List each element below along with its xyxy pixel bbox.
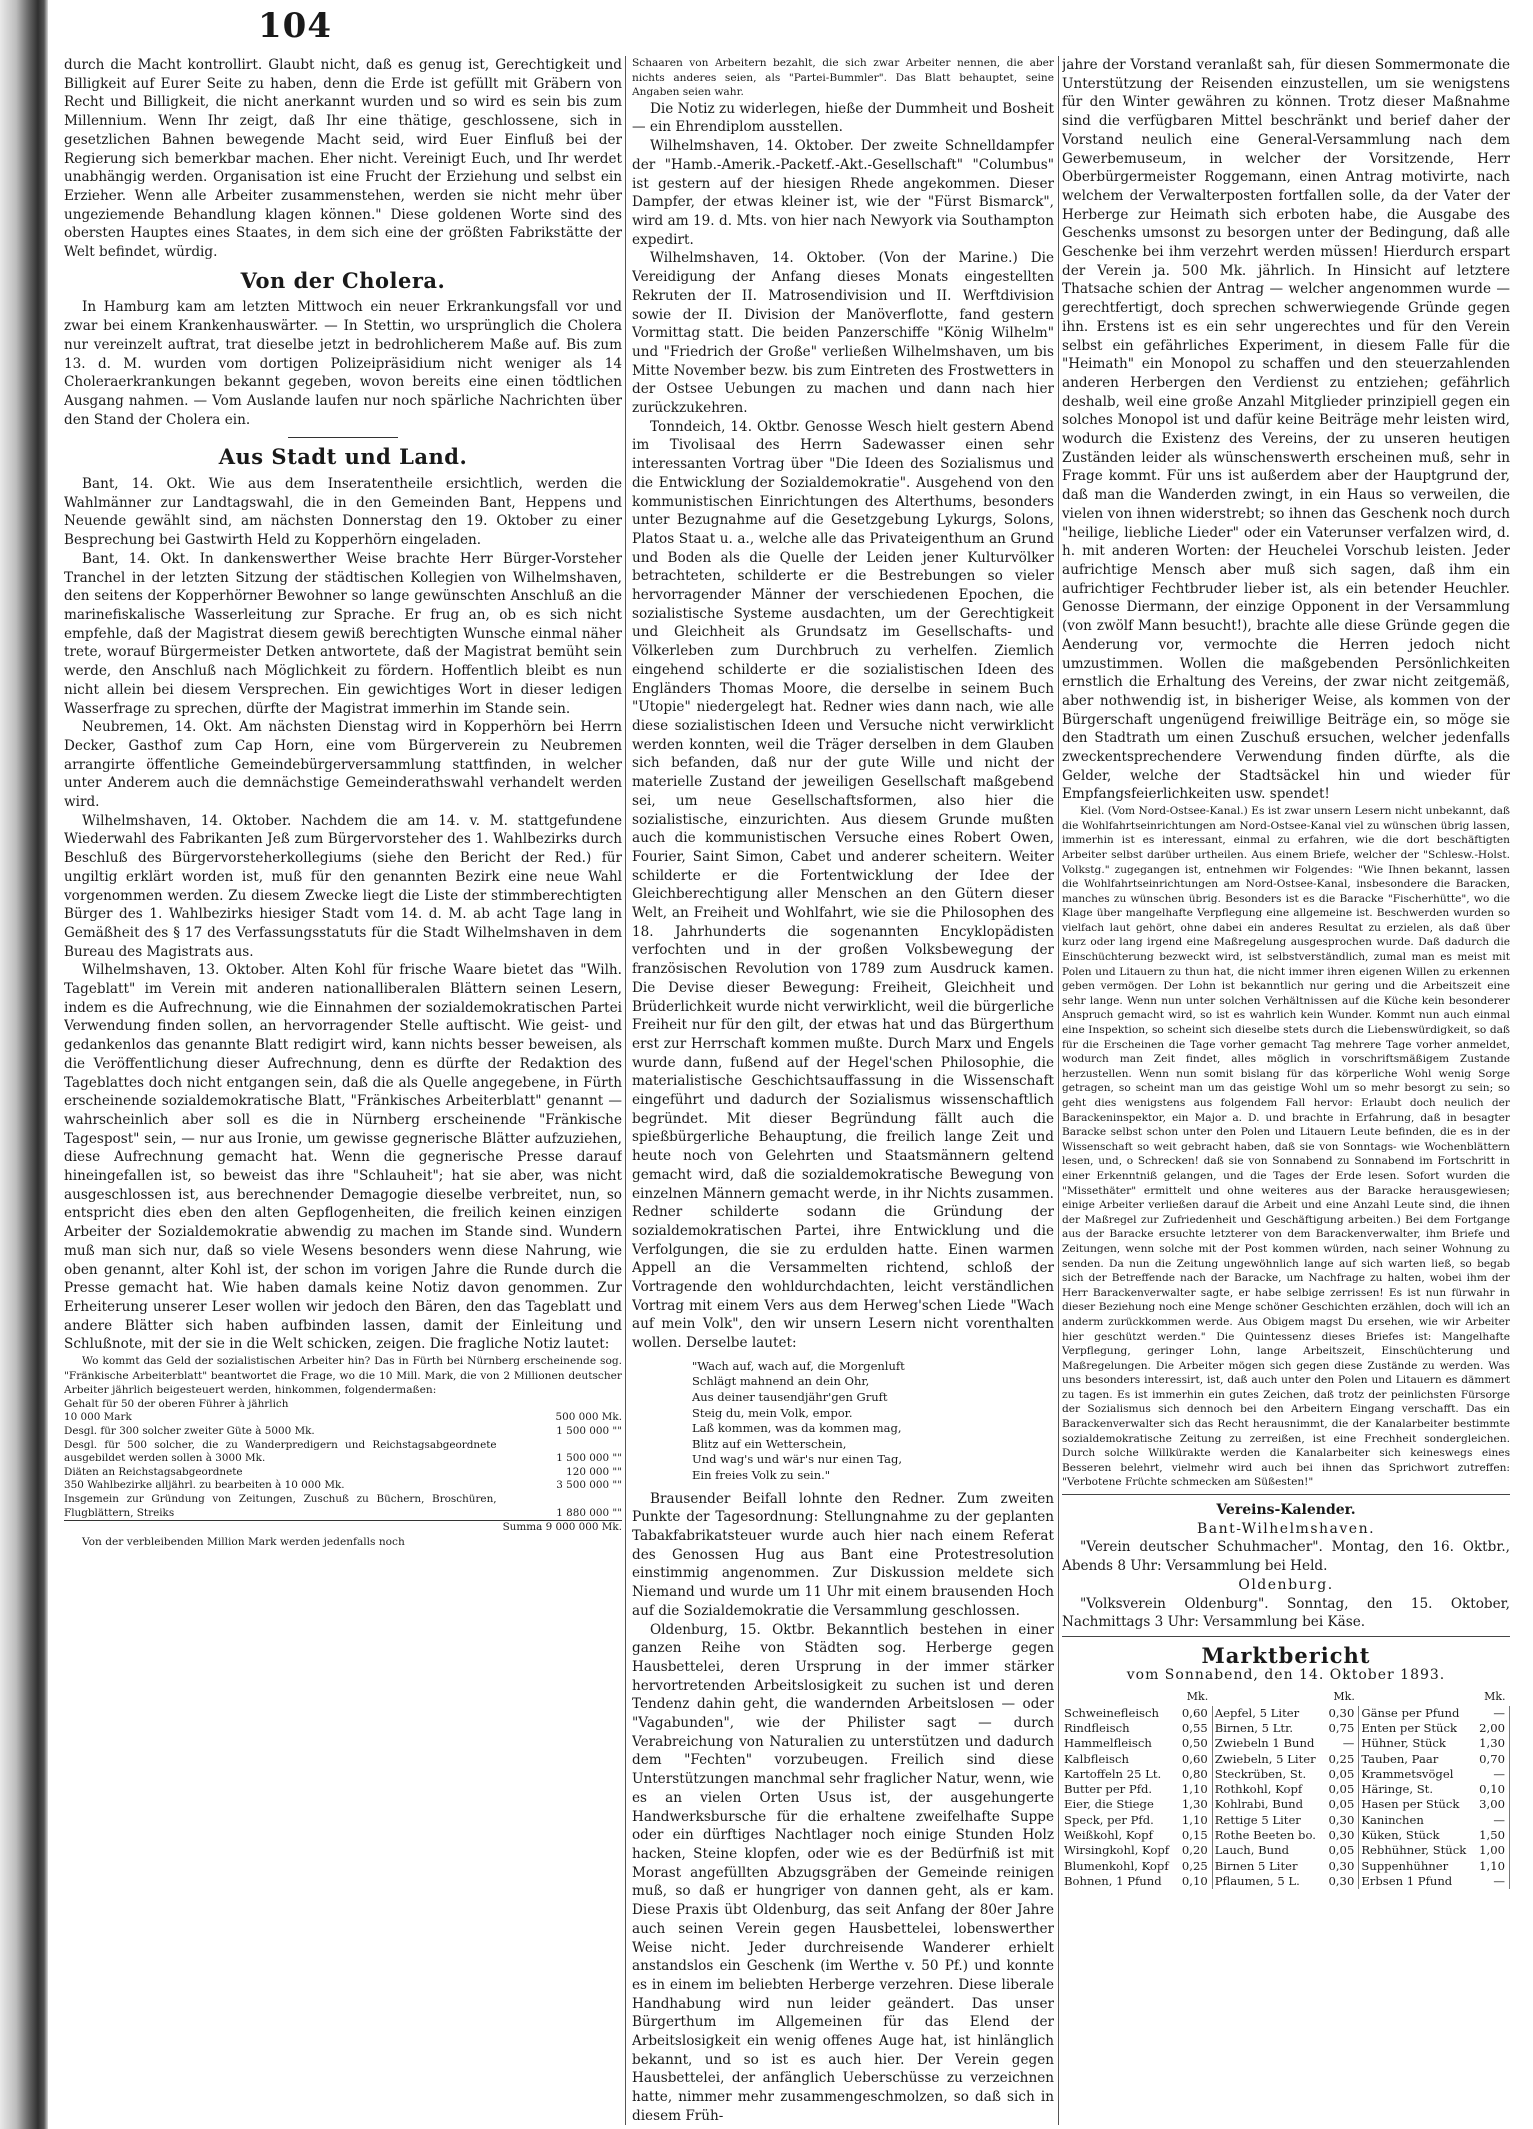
market-item: Enten per Stück [1361,1720,1458,1735]
binding-edge [0,0,48,2129]
article-whv-marine: Wilhelmshaven, 14. Oktober. (Von der Marine.) Die Vereidigung der Anfang dieses Monats eingestellten Rekruten der II. Matrosendivision und II. Werftdivision sowie der II. Division der Manöverflotte, fand gestern Vormittag statt. Die beiden Panzerschiffe "König Wilhelm" und "Friedrich der Große" verließen Wilhelmshaven, um bis Mitte November bezw. bis zum Eintreten des Frostwetters in der Ostsee Uebungen zu machen und dann nach hier zurückzukehren. [632,250,1054,417]
cholera-text: In Hamburg kam am letzten Mittwoch ein neuer Erkrankungsfall vor und zwar bei einem Krankenhauswärter. — In Stettin, wo ursprünglich die Cholera nur vereinzelt auftrat, trat dieselbe jetzt in bedrohlicherem Maße auf. Bis zum 13. d. M. wurden vom dortigen Polizeipräsidium nicht weniger als 14 Choleraerkrankungen bekannt gegeben, wovon bereits eine einen tödtlichen Ausgang nahmen. — Vom Auslande laufen nur noch spärliche Nachrichten über den Stand der Cholera ein. [64,299,622,428]
notiz-response: Die Notiz zu widerlegen, hieße der Dummheit und Bosheit — ein Ehrendiplom ausstellen. [632,100,1054,136]
market-item: Eier, die Stiege [1064,1797,1154,1812]
unit-label: Mk. [1484,1690,1506,1704]
market-row [1062,1797,1510,1812]
poem-line: Laß kommen, was da kommen mag, [692,1421,902,1436]
market-item: Hasen per Stück [1361,1797,1460,1812]
column-1 [64,56,622,2129]
market-price: 0,60 [1178,1752,1212,1767]
market-row [1062,1736,1510,1751]
poem-line: Steig du, mein Volk, empor. [692,1405,853,1420]
expense-amount: 1 500 000 "" [556,1425,622,1438]
market-row [1062,1843,1510,1858]
poem-line: "Wach auf, wach auf, die Morgenluft [692,1358,905,1373]
market-item: Wirsingkohl, Kopf [1064,1843,1170,1858]
market-item: Küken, Stück [1361,1828,1440,1843]
unit-label: Mk. [1333,1690,1355,1704]
market-price: 0,25 [1178,1859,1212,1874]
market-row [1062,1828,1510,1843]
kalender-entry-1: "Verein deutscher Schuhmacher". Montag, den 16. Oktbr., Abends 8 Uhr: Versammlung bei Held. [1062,1539,1510,1575]
heading-cholera: Von der Cholera. [240,267,446,293]
poem-line: Schlägt mahnend an dein Ohr, [692,1374,870,1389]
divider [1062,1636,1510,1637]
page-number: 104 [258,6,332,46]
market-price: 0,20 [1178,1843,1212,1858]
expense-amount: 3 500 000 "" [556,1479,622,1492]
kalender-title: Vereins-Kalender. [1216,1502,1356,1519]
market-price: 1,00 [1475,1843,1509,1858]
poem-line: Und wag's und wär's nur einen Tag, [692,1452,903,1467]
market-price: 0,30 [1325,1813,1359,1828]
market-row [1062,1721,1510,1736]
market-price: 0,50 [1178,1736,1212,1751]
market-price: 1,10 [1475,1859,1509,1874]
market-item: Kalbfleisch [1064,1751,1129,1766]
market-item: Blumenkohl, Kopf [1064,1858,1169,1873]
market-item: Kaninchen [1361,1812,1424,1827]
expense-amount: 120 000 "" [566,1465,622,1478]
divider [1062,1494,1510,1495]
divider [288,437,398,438]
market-item: Butter per Pfd. [1064,1782,1153,1797]
expense-label: Gehalt für 50 der oberen Führer à jährlich [64,1397,289,1410]
article-oldenburg-cont: jahre der Vorstand veranlaßt sah, für diesen Sommermonate die Unterstützung der Reisenden einzustellen, um sie wenigstens für den Winter gewähren zu können. Trotz dieser Maßnahme sind die verfügbaren Mittel beschränkt und berief daher der Vorstand neulich eine General-Versammlung nach dem Gewerbemuseum, in welcher der Vorsitzende, Herr Oberbürgermeister Roggemann, einen Antrag motivirte, nach welchem der Verwalterposten fortfallen solle, da der Vater der Herberge zur Heimath sich erboten habe, die Ausgabe des Geschenks umsonst zu besorgen unter der Bedingung, daß alle Geschenke bei ihm verzehrt werden müssen! Hierdurch erspart der Verein ja. 500 Mk. jährlich. In Hinsicht auf letztere Thatsache schien der Antrag — welcher angenommen wurde — gerechtfertigt, doch sprechen schwerwiegende Gründe gegen ihn. Erstens ist es ein sehr ungerechtes und für den Verein selbst ein gefährliches Experiment, in diesem Falle für die "Heimath" ein Monopol zu schaffen und den steuerzahlenden anderen Herbergen den Verdienst zu entziehen; gefährlich deshalb, weil eine große Anzahl Mitglieder prinzipiell gegen ein solches Monopol ist und dafür keine Beiträge mehr leisten wird, wodurch die Existenz des Vereins, der zu unseren heutigen Zuständen leider als wünschenswerth erscheinen muß, sehr in Frage kommt. Für uns ist außerdem aber der Hauptgrund der, daß man die Wanderden zwingt, in ein Haus so verweilen, die vielen von ihnen widerstrebt; so ihnen das Geschenk noch durch "heilige, liebliche Lieder" oder ein Vaterunser verfalzen wird, d. h. mit anderen Worten: der Heuchelei Vorschub leisten. Jeder aufrichtige Mensch aber muß sich sagen, daß ihm ein aufrichtiger Fechtbruder lieber ist, als ein betender Heuchler. Genosse Diermann, der einzige Opponent in der Versammlung (von zwölf Mann besucht!), brachte alle diese Gründe gegen die Aenderung vor, vermochte die Herren jedoch nicht umzustimmen. Wollen die maßgebenden Persönlichkeiten ernstlich die Erhaltung des Vereins, der zwar nicht zeitgemäß, aber nothwendig ist, in bisheriger Weise, als kommen von der Bürgerschaft ungenügend freiwillige Beiträge ein, so möge sie den Stadtrath um einen Zuschuß ersuchen, welcher jedenfalls zweckentsprechendere Verwendung finden dürfte, als die Gelder, welche der Stadtsäckel hin und wieder für Empfangsfeierlichkeiten usw. spendet! [1062,57,1510,803]
market-price: — [1475,1706,1509,1721]
market-item: Erbsen 1 Pfund [1361,1873,1453,1888]
notiz-continuation: Schaaren von Arbeitern bezahlt, die sich zwar Arbeiter nennen, die aber nichts anderes seien, als "Partei-Bummler". Das Blatt behauptet, seine Angaben seien wahr. [632,57,1054,99]
article-oldenburg: Oldenburg, 15. Oktbr. Bekanntlich bestehen in einer ganzen Reihe von Städten sog. Herberge gegen Hausbettelei, deren Ursprung in der immer stärker hervortretenden Arbeitslosigkeit zu suchen ist und deren Tendenz dahin geht, die wandernden Arbeitslosen — oder "Vagabunden", wie der Philister sagt — durch Verabreichung von Naturalien zu unterstützen und dadurch dem "Fechten" vorzubeugen. Freilich sind diese Unterstützungen manchmal sehr fraglicher Natur, wenn, wie es an vielen Orten Usus ist, der ausgehungerte Handwerksbursche für die erhaltene zweifelhafte Suppe oder ein dürftiges Nachtlager noch einige Stunden Holz hacken, Steine klopfen, oder wie es der Bedürfniß ist mit Morast angefüllten Abzugsgräben der Gemeinde reinigen muß, so daß er hungriger von dannen geht, als er kam. Diese Praxis übt Oldenburg, das seit Anfang der 80er Jahre auch seinen Verein gegen Hausbettelei, lobenswerther Weise nicht. Jeder durchreisende Wanderer erhielt anstandslos ein Geschenk (im Werthe v. 50 Pf.) und konnte es in einem im beliebten Herberge verzehren. Diese liberale Handhabung wird nun leider geändert. Das unser Bürgerthum im Allgemeinen für das Elend der Arbeitslosigkeit ein wenig offenes Auge hat, ist hinlänglich bekannt, und so ist es auch hier. Der Verein gegen Hausbettelei, der anfänglich Ueberschüsse zu verzeichnen hatte, nimmer mehr zusammengeschmolzen, so daß sich in diesem Früh- [632,1621,1054,2124]
market-row [1062,1782,1510,1797]
market-price: — [1475,1813,1509,1828]
poem-line: Ein freies Volk zu sein." [692,1468,831,1483]
article-neubremen: Neubremen, 14. Okt. Am nächsten Dienstag wird in Kopperhörn bei Herrn Decker, Gasthof zum Cap Horn, eine vom Bürgerverein zu Neubremen arrangirte öffentliche Gemeindebürgerversammlung stattfinden, in welcher unter Anderem auch die demnächstige Gemeinderathswahl verhandelt werden wird. [64,719,622,811]
expense-row [64,1466,622,1480]
newspaper-page [58,0,1518,2129]
article-whv-columbus: Wilhelmshaven, 14. Oktober. Der zweite Schnelldampfer der "Hamb.-Amerik.-Packetf.-Akt.-Gesellschaft" "Columbus" ist gestern auf der hiesigen Rhede angekommen. Dieser Dampfer, der etwas kleiner ist, wie der "Fürst Bismarck", wird am 19. d. Mts. von hier nach Newyork via Southampton expedirt. [632,138,1054,248]
market-price: 1,30 [1178,1797,1212,1812]
market-item: Zwiebeln 1 Bund [1214,1736,1315,1751]
closing-line: Von der verbleibenden Million Mark werden jedenfalls noch [82,1535,405,1548]
expense-row [64,1398,622,1412]
market-price: 0,30 [1325,1828,1359,1843]
market-item: Bohnen, 1 Pfund [1064,1873,1162,1888]
market-price: 2,00 [1475,1721,1509,1736]
kalender-entry-2: "Volksverein Oldenburg". Sonntag, den 15. Oktober, Nachmittags 3 Uhr: Versammlung bei Käse. [1062,1595,1510,1631]
expense-label: Desgl. für 500 solcher, die zu Wanderpredigern und Reichstagsabgeordnete ausgebildet werden sollen à 3000 Mk. [64,1438,497,1465]
market-row [1062,1752,1510,1767]
market-price: 0,30 [1325,1874,1359,1889]
market-price: — [1475,1767,1509,1782]
market-item: Rettige 5 Liter [1214,1812,1301,1827]
market-item: Tauben, Paar [1361,1751,1439,1766]
expense-amount: 1 500 000 "" [556,1452,622,1465]
market-item: Rothe Beeten bo. [1214,1828,1316,1843]
article-tonndeich: Tonndeich, 14. Oktbr. Genosse Wesch hielt gestern Abend im Tivolisaal des Herrn Sadewasser einen sehr interessanten Vortrag über "Die Ideen des Sozialismus und die Entwicklung der Sozialdemokratie". Ausgehend von den kommunistischen Einrichtungen des Alterthums, besonders unter Bezugnahme auf die Gesetzgebung Lykurgs, Solons, Platos Staat u. a., welche alle das Privateigenthum an Grund und Boden als die Quelle der Leiden jener Kulturvölker betrachteten, schilderte er die Bestrebungen so vieler hervorragender Männer der verschiedenen Epochen, die sozialistische Systeme ausdachten, um der Gerechtigkeit und Gleichheit als Grundsatz im Gesellschafts- und Völkerleben zum Durchbruch zu verhelfen. Ziemlich eingehend schilderte er die sozialistischen Ideen des Engländers Thomas Moore, die derselbe in seinem Buch "Utopie" niedergelegt hat. Redner wies dann nach, wie alle diese sozialistischen Ideen und Versuche nicht verwirklicht werden konnten, weil die Träger derselben in dem Glauben sich befanden, daß nur der gute Wille und nicht der materielle Zustand der jeweiligen Gesellschaft maßgebend sei, um neue Gesellschaftsformen, also hier die sozialistische, einzurichten. Aus diesem Grunde mußten auch die kommunistischen Versuche eines Robert Owen, Fourier, Saint Simon, Cabet und anderer scheitern. Weiter schilderte er die Fortentwicklung der Idee der Gleichberechtigung aller Menschen an den Gütern dieser Welt, an Freiheit und Wohlfahrt, wie sie die Philosophen des 18. Jahrhunderts die sogenannten Encyklopädisten verfochten und in der großen Volksbewegung der französischen Revolution von 1789 zum Ausdruck kamen. Die Devise dieser Bewegung: Freiheit, Gleichheit und Brüderlichkeit wurde nicht verwirklicht, weil die bürgerliche Freiheit nur für den gilt, der etwas hat und das Bürgerthum erst zur Herrschaft kommen mußte. Durch Marx und Engels wurde dann, fußend auf der Hegel'schen Philosophie, die materialistische Geschichtsauffassung in die Wissenschaft eingeführt und dadurch der Sozialismus wissenschaftlich begründet. Mit dieser Begründung fällt auch die spießbürgerliche Behauptung, die freilich lange Zeit und heute noch von Gelehrten und Staatsmännern geltend gemacht wird, daß die sozialdemokratische Bewegung von einzelnen Männern gemacht werde, in ihr Nichts zusammen. Redner schilderte sodann die Gründung der sozialdemokratischen Partei, ihre Entwicklung und die Verfolgungen, die sie zu erdulden hatte. Einen warmen Appell an die Versammelten richtend, schloß der Vortragende den wohldurchdachten, leicht verständlichen Vortrag mit einem Vers aus dem Herweg'schen Liede "Wach auf mein Volk", den wir unsern Lesern nicht vorenthalten wollen. Derselbe lautet: [632,418,1054,1352]
expense-row [64,1439,622,1466]
kalender-bant: Bant-Wilhelmshaven. [1196,1520,1376,1537]
market-price: — [1475,1874,1509,1889]
market-item: Speck, per Pfd. [1064,1812,1154,1827]
market-table [1062,1688,1510,1889]
article-after-poem: Brausender Beifall lohnte den Redner. Zum zweiten Punkte der Tagesordnung: Stellungnahme zu der geplanten Tabakfabrikatsteuer wurde auch hier nach einem Referat des Genossen Hug aus Bant eine Protestresolution einstimmig angenommen. Zur Diskussion meldete sich Niemand und wurde um 11 Uhr mit einem brausenden Hoch auf die Sozialdemokratie die Versammlung geschlossen. [632,1490,1054,1619]
market-price: 0,15 [1178,1828,1212,1843]
expense-row [64,1425,622,1439]
market-price: 0,10 [1475,1782,1509,1797]
expense-label: 350 Wahlbezirke alljährl. zu bearbeiten à 10 000 Mk. [64,1479,345,1492]
market-price: 0,05 [1325,1843,1359,1858]
article-bant-1: Bant, 14. Okt. Wie aus dem Inseratentheile ersichtlich, werden die Wahlmänner zur Landtagswahl, die in den Gemeinden Bant, Heppens und Neuende gewählt sind, am nächsten Donnerstag den 19. Oktober zu einer Besprechung bei Gastwirth Held zu Kopperhörn eingeladen. [64,476,622,549]
market-price: 0,55 [1178,1721,1212,1736]
market-row [1062,1813,1510,1828]
market-item: Rindfleisch [1064,1720,1130,1735]
market-row [1062,1767,1510,1782]
markt-title: Marktbericht [1201,1642,1371,1668]
expense-row [64,1479,622,1493]
expense-amount: 1 880 000 "" [556,1506,622,1519]
market-price: 0,10 [1178,1874,1212,1889]
article-kiel: Kiel. (Vom Nord-Ostsee-Kanal.) Es ist zwar unsern Lesern nicht unbekannt, daß die Wohlfahrtseinrichtungen am Nord-Ostsee-Kanal viel zu wünschen übrig lassen, immerhin ist es interessant, einmal zu erfahren, wie die dort beschäftigten Arbeiter selbst darüber urtheilen. Aus einem Briefe, welcher der "Schlesw.-Holst. Volkstg." zugegangen ist, entnehmen wir Folgendes: "Wie Ihnen bekannt, lassen die Wohlfahrtseinrichtungen am Nord-Ostsee-Kanal, insbesondere die Baracken, manches zu wünschen übrig. Besonders ist es die Baracke "Fischerhütte", wo die Klage über mangelhafte Verpflegung eine allgemeine ist. Beschwerden wurden so vielfach laut gehört, ohne dabei ein anderes Resultat zu erzielen, als daß über kurz oder lang irgend eine Maßregelung ausgesprochen wurde. Daß dadurch die Einschüchterung bezweckt wird, ist selbstverständlich, zumal man es meist mit Polen und Litauern zu thun hat, die nicht immer ihren eigenen Willen zu erkennen geben vermögen. Der Lohn ist bekanntlich nur gering und die Arbeitszeit eine sehr lange. Wenn nun unter solchen Verhältnissen auf die Küche kein besonderer Anspruch gemacht wird, so ist es wahrlich kein Wunder. Kommt nun auch einmal eine Inspektion, so scheint sich dieselbe stets durch die Liebenswürdigkeit, so daß für die Erscheinen die Tage vorher gemacht Tag mehrere Tage vorher anmeldet, wodurch man Zeit findet, alles möglich in vorschriftsmäßigem Zustande herzustellen. Wenn nun somit bislang für das körperliche Wohl wenig Sorge getragen, so scheint man um das geistige Wohl um so mehr besorgt zu sein; so geht dies wenigstens aus folgendem Fall hervor: Erlaubt doch neulich der Barackeninspektor, ein Major a. D. und brachte in Erfahrung, daß in besagter Baracke selbst schon unter den Polen und Litauern Leute befinden, die es in der Wissenschaft so weit gebracht haben, daß sie von Sonntags- wie Wochenblättern lesen, und, o Schrecken! daß sie von Sonnabend zu Sonnabend im Fortschritt in einer Erkenntniß gelangen, und die Tages der Erde lesen. Sofort wurden die "Missethäter" ermittelt und ohne weiteres aus der Baracke herausgewiesen; einige Arbeiter verließen darauf die Arbeit und eine Anzahl Leute sind, die ihnen der Maßregel zur Zufriedenheit und Geschäftigung arbeiten.) Bei dem Fortgange aus der Baracke ersuchte letzterer von dem Barackenverwalter, ihm Briefe und Zeitungen, wenn solche mit der Post kommen würden, nach seiner Wohnung zu senden. Da nun die Zeitung ungewöhnlich lange auf sich warten ließ, so begab sich der Betreffende nach der Baracke, um Nachfrage zu halten, wobei ihm der Herr Barackenverwalter sagte, er habe selbige zerrissen! Es ist nun fürwahr in dieser Beziehung noch eine Menge schöner Geschichten erzählen, doch will ich an anderm zurückkommen werde. Aus Obigem magst Du ersehen, wie wir Arbeiter hier geschützt werden." Die Quintessenz dieses Briefes ist: Mangelhafte Verpflegung, geringer Lohn, lange Arbeitszeit, Einschüchterung und Maßregelungen. Die Arbeiter mögen sich gegen diese Zustände zu werden. Was uns besonders interessirt, ist, daß auch unter den Polen und Litauern es dämmert zu tagen. Es ist immerhin ein gutes Zeichen, daß trotz der peinlichsten Fürsorge der Sozialismus sich dennoch bei den Arbeitern Eingang verschafft. Das ein Barackenverwalter sich das Recht herausnimmt, die der Kanalarbeiter bestimmte sozialdemokratische Zeitung zu zerreißen, ist eine Frechheit sondergleichen. Durch solche Willkürakte werden die Kanalarbeiter sich keineswegs eines Besseren belehrt, vielmehr wird auch bei ihnen das Sprichwort zutreffen: "Verbotene Früchte schmecken am Süßesten!" [1062,805,1510,1489]
expense-label: Desgl. für 300 solcher zweiter Güte à 5000 Mk. [64,1425,315,1438]
market-price: 0,70 [1475,1752,1509,1767]
market-price: 0,05 [1325,1797,1359,1812]
market-price: 3,00 [1475,1797,1509,1812]
kalender-oldenburg: Oldenburg. [1238,1576,1334,1593]
market-price: 1,10 [1178,1813,1212,1828]
expense-sum: Summa 9 000 000 Mk. [497,1521,622,1535]
column-3 [1062,56,1510,2129]
expense-row [64,1411,622,1425]
market-item: Kohlrabi, Bund [1214,1797,1304,1812]
market-price: 0,05 [1325,1767,1359,1782]
market-price: 0,30 [1325,1706,1359,1721]
poem-line: Aus deiner tausendjähr'gen Gruft [692,1390,888,1405]
market-item: Steckrüben, St. [1214,1766,1307,1781]
market-item: Suppenhühner [1361,1858,1449,1873]
intro-paragraph: durch die Macht kontrollirt. Glaubt nicht, daß es genug ist, Gerechtigkeit und Billigkeit auf Eurer Seite zu haben, denn die Erde ist gefüllt mit Gräbern von Recht und Billigkeit, die nicht anerkannt wurden und so wird es sein bis zum Millennium. Wenn Ihr zeigt, daß Ihr eine thätige, geschlossene, sich in gesetzlichen Bahnen bewegende Macht seid, wird Euer Einfluß bei der Regierung sich bemerkbar machen. Eher nicht. Vereinigt Euch, und Ihr werdet unabhängig werden. Organisation ist eine Frucht der Erziehung und selbst ein Erzieher. Wenn alle Arbeiter zusammenstehen, werden sie nicht mehr über ungeziemende Behandlung klagen können." Diese goldenen Worte sind des obersten Hauptes eines Staates, in dem sich eine der größten Fabrikstätte der Welt befindet, würdig. [64,57,622,261]
unit-label: Mk. [1186,1690,1209,1704]
expense-table [64,1398,622,1535]
market-item: Hammelfleisch [1064,1736,1152,1751]
expense-amount [497,1398,622,1412]
column-2 [632,56,1054,2129]
market-price: 0,75 [1325,1721,1359,1736]
market-item: Krammetsvögel [1361,1766,1454,1781]
market-price: 1,30 [1475,1736,1509,1751]
notiz-quote: Wo kommt das Geld der sozialistischen Arbeiter hin? Das in Fürth bei Nürnberg erscheinende sog. "Fränkische Arbeiterblatt" beantwortet die Frage, wo die 10 Mill. Mark, die von 2 Millionen deutscher Arbeiter jährlich beigesteuert werden, hinkommen, folgendermaßen: [64,1355,622,1397]
market-price: 0,05 [1325,1782,1359,1797]
market-price: — [1325,1736,1359,1751]
expense-label: Diäten an Reichstagsabgeordnete [64,1465,243,1478]
market-item: Zwiebeln, 5 Liter [1214,1751,1316,1766]
market-item: Gänse per Pfund [1361,1705,1460,1720]
article-bant-2: Bant, 14. Okt. In dankenswerther Weise brachte Herr Bürger-Vorsteher Tranchel in der letzten Sitzung der städtischen Kollegien von Wilhelmshaven, den seitens der Kopperhörner Bewohner so lange gewünschten Anschluß an die marinefiskalische Wasserleitung zur Sprache. Er frug an, ob es sich nicht empfehle, daß der Magistrat diesem gewiß berechtigten Wunsche einmal näher trete, worauf Bürgermeister Detken antwortete, daß der Magistrat bemüht sein werde, den Anschluß nach Möglichkeit zu fördern. Hoffentlich bleibt es nun nicht allein bei diesem Versprechen. Ein gewichtiges Wort in dieser ledigen Wasserfrage zu sprechen, dürfte der Magistrat immerhin im Stande sein. [64,550,622,717]
market-price: 1,50 [1475,1828,1509,1843]
market-price: 0,25 [1325,1752,1359,1767]
market-price: 1,10 [1178,1782,1212,1797]
market-item: Lauch, Bund [1214,1843,1290,1858]
market-price: 0,60 [1178,1706,1212,1721]
market-row [1062,1859,1510,1874]
article-wilhelmshaven-1: Wilhelmshaven, 14. Oktober. Nachdem die am 14. v. M. stattgefundene Wiederwahl des Fabrikanten Jeß zum Bürgervorsteher des 1. Wahlbezirks durch Beschluß des Bürgervorsteherkollegiums (siehe den Bericht der Red.) für ungiltig erklärt worden ist, muß für den genannten Bezirk eine neue Wahl vorgenommen werden. Zu diesem Zwecke liegt die Liste der stimmberechtigten Bürger des 1. Wahlbezirks hiesiger Stadt vom 14. d. M. ab acht Tage lang in Gemäßheit des § 17 des Verfassungsstatuts für die Stadt Wilhelmshaven in dem Bureau des Magistrats aus. [64,812,622,960]
market-item: Rebhühner, Stück [1361,1843,1467,1858]
market-item: Weißkohl, Kopf [1064,1828,1153,1843]
market-item: Aepfel, 5 Liter [1214,1705,1300,1720]
expense-amount: 500 000 Mk. [555,1411,622,1424]
poem-line: Blitz auf ein Wetterschein, [692,1436,847,1451]
expense-label: Insgemein zur Gründung von Zeitungen, Zuschuß zu Büchern, Broschüren, Flugblättern, Streiks [64,1493,497,1519]
market-item: Häringe, St. [1361,1782,1434,1797]
poem [692,1359,1054,1484]
market-item: Hühner, Stück [1361,1736,1446,1751]
market-item: Birnen, 5 Ltr. [1214,1720,1294,1735]
market-item: Pflaumen, 5 L. [1214,1873,1300,1888]
market-row [1062,1706,1510,1721]
markt-subtitle: vom Sonnabend, den 14. Oktober 1893. [1126,1666,1446,1683]
market-row [1062,1874,1510,1889]
market-price: 0,80 [1178,1767,1212,1782]
market-item: Schweinefleisch [1064,1705,1159,1720]
article-wilhelmshaven-2: Wilhelmshaven, 13. Oktober. Alten Kohl für frische Waare bietet das "Wilh. Tageblatt" im Verein mit anderen nationalliberalen Blättern seinen Lesern, indem es die Aufrechnung, wie die Einnahmen der sozialdemokratischen Partei Verwendung finden sollen, an hervorragender Stelle auftischt. Wie geist- und gedankenlos das genannte Blatt redigirt wird, kann nichts besser beweisen, als die Veröffentlichung dieser Aufrechnung, denn es dürfte der Redaktion des Tageblattes doch nicht entgangen sein, daß die als Quelle angegebene, in Fürth erscheinende sozialdemokratische Blatt, "Fränkisches Arbeiterblatt" genannt — wahrscheinlich aber soll es die in Nürnberg erscheinende "Fränkische Tagespost" sein, — nur aus Ironie, um gewisse gegnerische Blätter aufzuziehen, diese Aufrechnung gemacht hat. Wenn die gegnerische Presse darauf hineingefallen ist, so beweist das ihre "Schlauheit"; hat sie aber, was nicht ausgeschlossen ist, aus berechnender Demagogie dieselbe verbreitet, nun, so entspricht dies eben den alten Gepflogenheiten, die freilich keinen einzigen Arbeiter der Sozialdemokratie abwendig zu machen im Stande sind. Wundern muß man sich nur, daß so viele Wesens besonders wenn diese Nahrung, wie oben genannt, alter Kohl ist, der schon im vorigen Jahre die Runde durch die Presse gemacht hat. Wie haben damals keine Notiz davon genommen. Zur Erheiterung unserer Leser wollen wir jedoch den Bären, den das Tageblatt und andere Blätter sich haben aufbinden lassen, damit der Einleitung und Schlußnote, mit der sie in die Welt schicken, zeigen. Die fragliche Notiz lautet: [64,962,622,1353]
market-price: 0,30 [1325,1859,1359,1874]
market-item: Rothkohl, Kopf [1214,1782,1303,1797]
market-item: Kartoffeln 25 Lt. [1064,1766,1162,1781]
expense-row [64,1493,622,1521]
market-item: Birnen 5 Liter [1214,1858,1298,1873]
expense-label: 10 000 Mark [64,1411,132,1424]
heading-stadt-und-land: Aus Stadt und Land. [218,444,468,470]
